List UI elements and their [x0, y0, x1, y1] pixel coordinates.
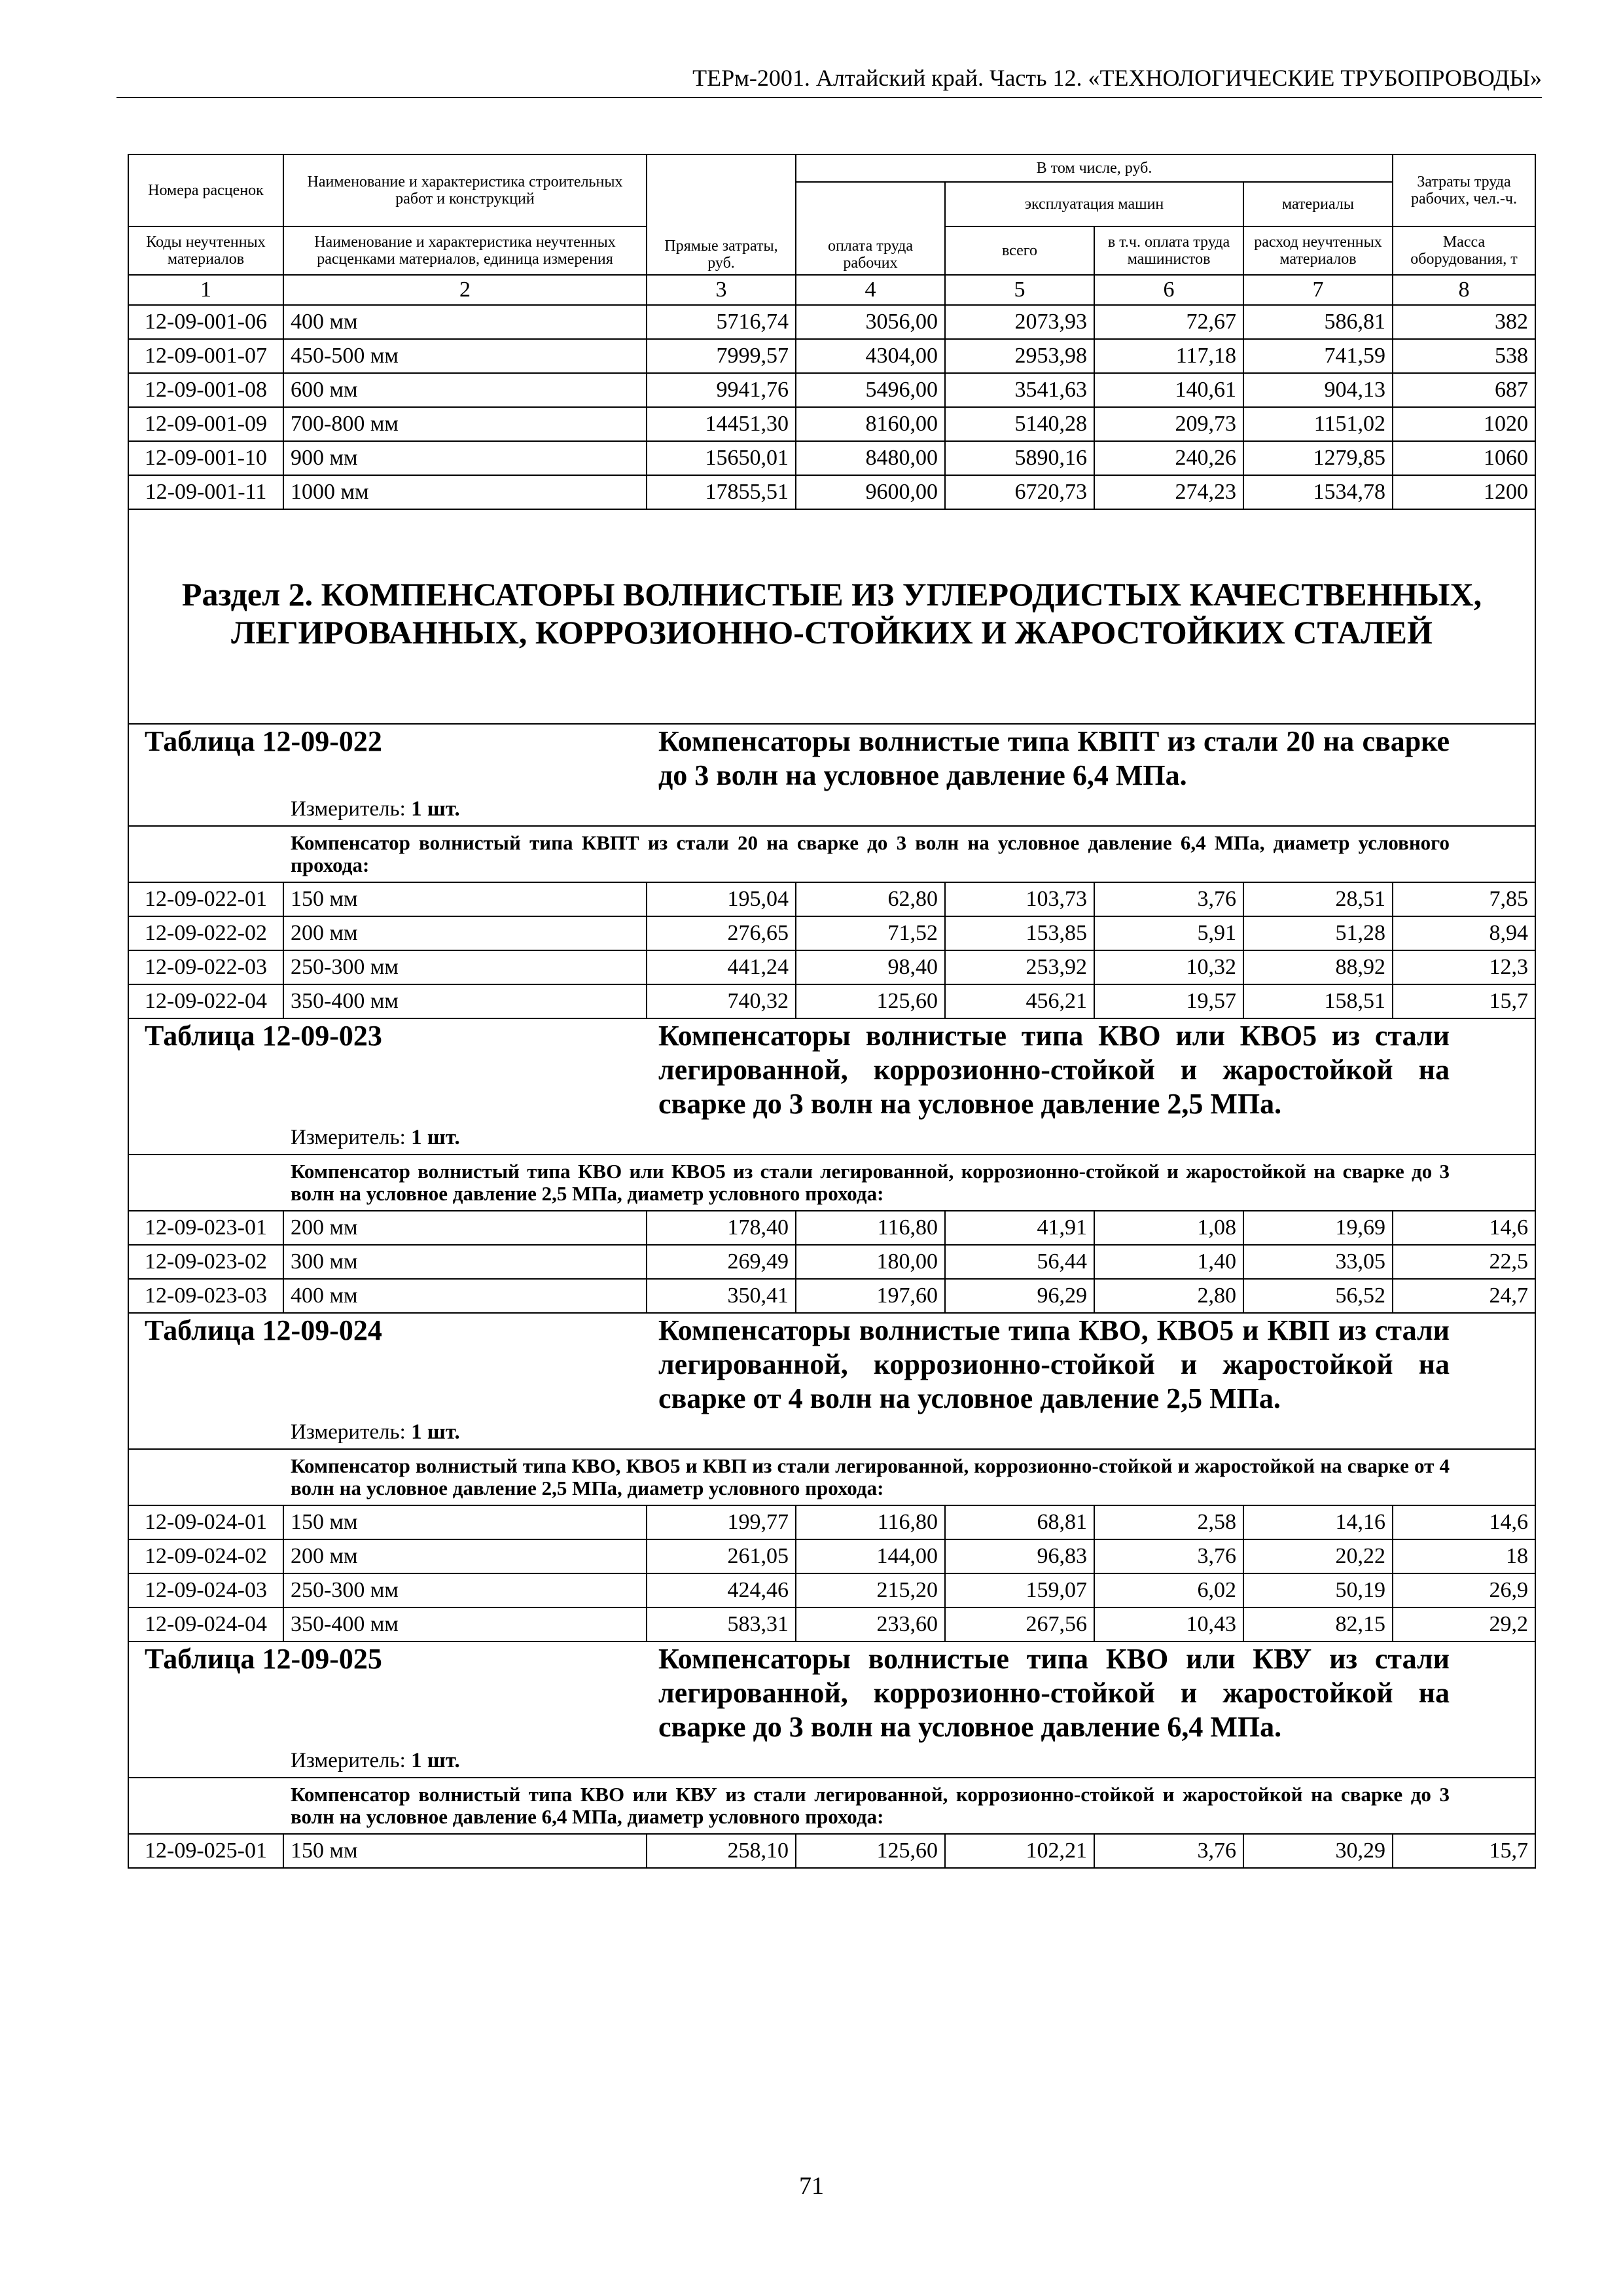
rate-code: 12-09-001-08: [128, 373, 283, 407]
meter-label: Измеритель:: [291, 1126, 406, 1149]
item-name: 150 мм: [283, 1834, 647, 1868]
value-col-5: 3541,63: [945, 373, 1094, 407]
value-col-6: 1,08: [1094, 1211, 1243, 1245]
table-heading-row: [128, 724, 1535, 882]
column-index-row: [128, 275, 1535, 305]
value-col-5: 456,21: [945, 984, 1094, 1018]
direct-costs-label: Прямые затраты, руб.: [664, 238, 778, 272]
rate-code: 12-09-001-06: [128, 305, 283, 339]
value-col-7: 33,05: [1243, 1245, 1393, 1279]
value-col-3: 424,46: [647, 1573, 796, 1607]
value-col-5: 41,91: [945, 1211, 1094, 1245]
value-col-6: 3,76: [1094, 1539, 1243, 1573]
col-material-names: Наименование и характеристика неучтенных расценками материалов, единица измерения: [283, 226, 647, 275]
col-work-name: Наименование и характеристика строительных работ и конструкций: [283, 154, 647, 226]
rate-code: 12-09-001-07: [128, 339, 283, 373]
rate-code: 12-09-023-01: [128, 1211, 283, 1245]
table-row: [128, 1573, 1535, 1607]
col-rate-numbers: Номера расценок: [128, 154, 283, 226]
table-title: Компенсаторы волнистые типа КВО или КВО5 из стали легированной, коррозионно-стойкой и жаростойкой на сварке до 3 волн на условное давление 2,5 МПа.: [658, 1020, 1450, 1120]
value-col-6: 6,02: [1094, 1573, 1243, 1607]
table-row: [128, 441, 1535, 475]
table-caption: [129, 1314, 1535, 1416]
meter-line: [129, 1744, 1535, 1777]
value-col-8: 1060: [1393, 441, 1535, 475]
table-row: [128, 1211, 1535, 1245]
value-col-8: 24,7: [1393, 1279, 1535, 1313]
value-col-8: 26,9: [1393, 1573, 1535, 1607]
meter-value: 1 шт.: [411, 797, 460, 821]
meter-value: 1 шт.: [411, 1749, 460, 1772]
meter-label: Измеритель:: [291, 1420, 406, 1444]
document-body: [128, 154, 1535, 1869]
value-col-4: 8160,00: [796, 407, 945, 441]
value-col-4: 62,80: [796, 882, 945, 916]
table-row: [128, 1607, 1535, 1641]
value-col-4: 215,20: [796, 1573, 945, 1607]
value-col-4: 180,00: [796, 1245, 945, 1279]
table-title: Компенсаторы волнистые типа КВПТ из стали 20 на сварке до 3 волн на условное давление 6,4 МПа.: [658, 725, 1450, 791]
rate-code: 12-09-024-04: [128, 1607, 283, 1641]
col-index: 7: [1243, 275, 1393, 305]
table-row: [128, 984, 1535, 1018]
section-row: [128, 509, 1535, 724]
table-row: [128, 1539, 1535, 1573]
col-operators-pay: в т.ч. оплата труда машинистов: [1094, 226, 1243, 275]
table-heading-row: [128, 1018, 1535, 1211]
value-col-5: 6720,73: [945, 475, 1094, 509]
col-index: 3: [647, 275, 796, 305]
value-col-7: 56,52: [1243, 1279, 1393, 1313]
col-workers-pay: [796, 182, 945, 275]
item-name: 300 мм: [283, 1245, 647, 1279]
item-name: 400 мм: [283, 305, 647, 339]
value-col-6: 3,76: [1094, 882, 1243, 916]
rate-code: 12-09-001-10: [128, 441, 283, 475]
value-col-3: 583,31: [647, 1607, 796, 1641]
value-col-4: 116,80: [796, 1505, 945, 1539]
item-name: 350-400 мм: [283, 984, 647, 1018]
value-col-7: 30,29: [1243, 1834, 1393, 1868]
meter-label: Измеритель:: [291, 797, 406, 821]
value-col-8: 12,3: [1393, 950, 1535, 984]
value-col-7: 1151,02: [1243, 407, 1393, 441]
item-name: 400 мм: [283, 1279, 647, 1313]
value-col-6: 10,32: [1094, 950, 1243, 984]
table-number: Таблица 12-09-024: [145, 1314, 382, 1346]
meter-value: 1 шт.: [411, 1126, 460, 1149]
value-col-6: 5,91: [1094, 916, 1243, 950]
table-subtitle: Компенсатор волнистый типа КВО или КВО5 из стали легированной, коррозионно-стойкой и жаростойкой на сварке до 3 волн на условное давление 2,5 МПа, диаметр условного прохода:: [129, 1154, 1535, 1210]
value-col-7: 586,81: [1243, 305, 1393, 339]
value-col-8: 14,6: [1393, 1505, 1535, 1539]
value-col-6: 1,40: [1094, 1245, 1243, 1279]
value-col-4: 4304,00: [796, 339, 945, 373]
value-col-6: 274,23: [1094, 475, 1243, 509]
value-col-6: 72,67: [1094, 305, 1243, 339]
value-col-7: 28,51: [1243, 882, 1393, 916]
col-direct-costs: [647, 154, 796, 275]
col-index: 5: [945, 275, 1094, 305]
value-col-4: 144,00: [796, 1539, 945, 1573]
table-row: [128, 373, 1535, 407]
col-index: 6: [1094, 275, 1243, 305]
value-col-3: 178,40: [647, 1211, 796, 1245]
value-col-5: 267,56: [945, 1607, 1094, 1641]
rate-code: 12-09-024-03: [128, 1573, 283, 1607]
col-materials-use: расход неучтенных материалов: [1243, 226, 1393, 275]
col-machines: эксплуатация машин: [945, 182, 1243, 226]
value-col-5: 96,29: [945, 1279, 1094, 1313]
table-number: Таблица 12-09-025: [145, 1643, 382, 1675]
value-col-3: 14451,30: [647, 407, 796, 441]
value-col-4: 3056,00: [796, 305, 945, 339]
table-row: [128, 407, 1535, 441]
value-col-7: 19,69: [1243, 1211, 1393, 1245]
value-col-5: 56,44: [945, 1245, 1094, 1279]
value-col-8: 687: [1393, 373, 1535, 407]
value-col-6: 140,61: [1094, 373, 1243, 407]
value-col-4: 233,60: [796, 1607, 945, 1641]
value-col-8: 18: [1393, 1539, 1535, 1573]
value-col-5: 2073,93: [945, 305, 1094, 339]
value-col-5: 153,85: [945, 916, 1094, 950]
value-col-3: 276,65: [647, 916, 796, 950]
value-col-8: 14,6: [1393, 1211, 1535, 1245]
value-col-4: 98,40: [796, 950, 945, 984]
value-col-3: 269,49: [647, 1245, 796, 1279]
running-header: ТЕРм-2001. Алтайский край. Часть 12. «ТЕХНОЛОГИЧЕСКИЕ ТРУБОПРОВОДЫ»: [116, 63, 1542, 98]
table-caption: [129, 1642, 1535, 1744]
value-col-6: 240,26: [1094, 441, 1243, 475]
value-col-3: 195,04: [647, 882, 796, 916]
value-col-3: 7999,57: [647, 339, 796, 373]
col-including: В том числе, руб.: [796, 154, 1393, 182]
col-labor: Затраты труда рабочих, чел.-ч.: [1393, 154, 1535, 226]
meter-label: Измеритель:: [291, 1749, 406, 1772]
rate-code: 12-09-001-11: [128, 475, 283, 509]
value-col-7: 1534,78: [1243, 475, 1393, 509]
item-name: 250-300 мм: [283, 950, 647, 984]
value-col-3: 258,10: [647, 1834, 796, 1868]
value-col-3: 740,32: [647, 984, 796, 1018]
col-materials: материалы: [1243, 182, 1393, 226]
value-col-8: 1020: [1393, 407, 1535, 441]
table-row: [128, 882, 1535, 916]
page-number: 71: [799, 2172, 824, 2200]
value-col-8: 1200: [1393, 475, 1535, 509]
value-col-4: 9600,00: [796, 475, 945, 509]
value-col-7: 904,13: [1243, 373, 1393, 407]
value-col-6: 209,73: [1094, 407, 1243, 441]
rate-code: 12-09-022-04: [128, 984, 283, 1018]
table-row: [128, 916, 1535, 950]
table-row: [128, 475, 1535, 509]
col-equipment-mass: Масса оборудования, т: [1393, 226, 1535, 275]
value-col-5: 5890,16: [945, 441, 1094, 475]
rate-code: 12-09-024-02: [128, 1539, 283, 1573]
value-col-8: 22,5: [1393, 1245, 1535, 1279]
col-index: 2: [283, 275, 647, 305]
value-col-8: 15,7: [1393, 984, 1535, 1018]
table-row: [128, 305, 1535, 339]
rate-code: 12-09-024-01: [128, 1505, 283, 1539]
table-number: Таблица 12-09-023: [145, 1020, 382, 1052]
value-col-6: 2,80: [1094, 1279, 1243, 1313]
value-col-6: 117,18: [1094, 339, 1243, 373]
table-number: Таблица 12-09-022: [145, 725, 382, 757]
table-title: Компенсаторы волнистые типа КВО, КВО5 и КВП из стали легированной, коррозионно-стойкой и жаростойкой на сварке от 4 волн на условное давление 2,5 МПа.: [658, 1314, 1450, 1414]
value-col-6: 10,43: [1094, 1607, 1243, 1641]
value-col-7: 88,92: [1243, 950, 1393, 984]
value-col-5: 5140,28: [945, 407, 1094, 441]
value-col-4: 71,52: [796, 916, 945, 950]
rate-code: 12-09-023-02: [128, 1245, 283, 1279]
value-col-4: 197,60: [796, 1279, 945, 1313]
item-name: 150 мм: [283, 882, 647, 916]
meter-line: [129, 793, 1535, 825]
col-index: 4: [796, 275, 945, 305]
value-col-3: 350,41: [647, 1279, 796, 1313]
table-row: [128, 1245, 1535, 1279]
value-col-3: 441,24: [647, 950, 796, 984]
rates-table: [128, 154, 1536, 1869]
table-heading-row: [128, 1641, 1535, 1834]
table-caption: [129, 725, 1535, 793]
table-row: [128, 339, 1535, 373]
table-row: [128, 1279, 1535, 1313]
value-col-3: 261,05: [647, 1539, 796, 1573]
value-col-7: 20,22: [1243, 1539, 1393, 1573]
value-col-6: 2,58: [1094, 1505, 1243, 1539]
item-name: 350-400 мм: [283, 1607, 647, 1641]
meter-value: 1 шт.: [411, 1420, 460, 1444]
value-col-8: 382: [1393, 305, 1535, 339]
value-col-5: 159,07: [945, 1573, 1094, 1607]
value-col-7: 1279,85: [1243, 441, 1393, 475]
section-cell: [128, 509, 1535, 724]
meter-line: [129, 1416, 1535, 1448]
item-name: 200 мм: [283, 916, 647, 950]
item-name: 900 мм: [283, 441, 647, 475]
value-col-8: 15,7: [1393, 1834, 1535, 1868]
rate-code: 12-09-022-02: [128, 916, 283, 950]
value-col-4: 125,60: [796, 984, 945, 1018]
rate-code: 12-09-022-03: [128, 950, 283, 984]
value-col-5: 102,21: [945, 1834, 1094, 1868]
value-col-5: 253,92: [945, 950, 1094, 984]
value-col-3: 5716,74: [647, 305, 796, 339]
col-index: 8: [1393, 275, 1535, 305]
item-name: 1000 мм: [283, 475, 647, 509]
value-col-5: 103,73: [945, 882, 1094, 916]
value-col-4: 125,60: [796, 1834, 945, 1868]
table-heading-cell: [128, 724, 1535, 882]
value-col-3: 199,77: [647, 1505, 796, 1539]
meter-line: [129, 1121, 1535, 1154]
value-col-8: 7,85: [1393, 882, 1535, 916]
value-col-6: 19,57: [1094, 984, 1243, 1018]
header-row-1: [128, 154, 1535, 182]
value-col-4: 5496,00: [796, 373, 945, 407]
item-name: 700-800 мм: [283, 407, 647, 441]
table-subtitle: Компенсатор волнистый типа КВО или КВУ из стали легированной, коррозионно-стойкой и жаростойкой на сварке до 3 волн на условное давление 6,4 МПа, диаметр условного прохода:: [129, 1777, 1535, 1833]
col-index: 1: [128, 275, 283, 305]
item-name: 200 мм: [283, 1211, 647, 1245]
table-heading-cell: [128, 1313, 1535, 1505]
rate-code: 12-09-023-03: [128, 1279, 283, 1313]
section-title: Раздел 2. КОМПЕНСАТОРЫ ВОЛНИСТЫЕ ИЗ УГЛЕРОДИСТЫХ КАЧЕСТВЕННЫХ, ЛЕГИРОВАННЫХ, КОРРОЗИОННО-СТОЙКИХ И ЖАРОСТОЙКИХ СТАЛЕЙ: [181, 576, 1482, 651]
value-col-7: 51,28: [1243, 916, 1393, 950]
table-heading-cell: [128, 1641, 1535, 1834]
value-col-8: 29,2: [1393, 1607, 1535, 1641]
table-heading-cell: [128, 1018, 1535, 1211]
col-material-codes: Коды неучтенных материалов: [128, 226, 283, 275]
value-col-7: 741,59: [1243, 339, 1393, 373]
table-row: [128, 950, 1535, 984]
rate-code: 12-09-022-01: [128, 882, 283, 916]
value-col-7: 14,16: [1243, 1505, 1393, 1539]
value-col-6: 3,76: [1094, 1834, 1243, 1868]
value-col-7: 158,51: [1243, 984, 1393, 1018]
item-name: 200 мм: [283, 1539, 647, 1573]
workers-pay-label: оплата труда рабочих: [827, 238, 914, 272]
value-col-7: 82,15: [1243, 1607, 1393, 1641]
table-heading-row: [128, 1313, 1535, 1505]
value-col-8: 8,94: [1393, 916, 1535, 950]
col-total: всего: [945, 226, 1094, 275]
item-name: 600 мм: [283, 373, 647, 407]
value-col-3: 17855,51: [647, 475, 796, 509]
value-col-4: 116,80: [796, 1211, 945, 1245]
value-col-8: 538: [1393, 339, 1535, 373]
value-col-5: 2953,98: [945, 339, 1094, 373]
value-col-5: 96,83: [945, 1539, 1094, 1573]
table-subtitle: Компенсатор волнистый типа КВПТ из стали 20 на сварке до 3 волн на условное давление 6,4 МПа, диаметр условного прохода:: [129, 825, 1535, 882]
item-name: 150 мм: [283, 1505, 647, 1539]
table-row: [128, 1834, 1535, 1868]
table-row: [128, 1505, 1535, 1539]
item-name: 250-300 мм: [283, 1573, 647, 1607]
value-col-3: 9941,76: [647, 373, 796, 407]
table-title: Компенсаторы волнистые типа КВО или КВУ из стали легированной, коррозионно-стойкой и жаростойкой на сварке до 3 волн на условное давление 6,4 МПа.: [658, 1643, 1450, 1743]
value-col-4: 8480,00: [796, 441, 945, 475]
value-col-5: 68,81: [945, 1505, 1094, 1539]
item-name: 450-500 мм: [283, 339, 647, 373]
table-subtitle: Компенсатор волнистый типа КВО, КВО5 и КВП из стали легированной, коррозионно-стойкой и жаростойкой на сварке от 4 волн на условное давление 2,5 МПа, диаметр условного прохода:: [129, 1448, 1535, 1505]
table-caption: [129, 1019, 1535, 1121]
rate-code: 12-09-025-01: [128, 1834, 283, 1868]
value-col-7: 50,19: [1243, 1573, 1393, 1607]
rate-code: 12-09-001-09: [128, 407, 283, 441]
value-col-3: 15650,01: [647, 441, 796, 475]
